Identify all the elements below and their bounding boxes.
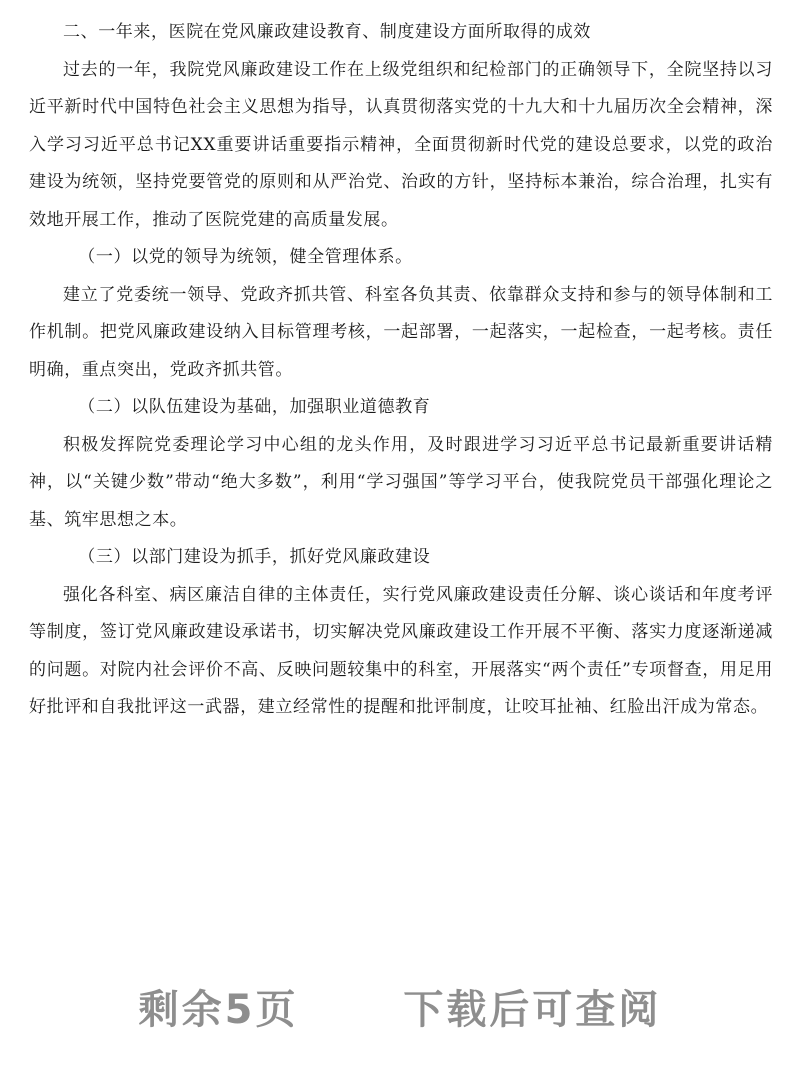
subsection-body-3: 强化各科室、病区廉洁自律的主体责任，实行党风廉政建设责任分解、谈心谈话和年度考评等制度，签订党风廉政建设承诺书，切实解决党风廉政建设工作开展不平衡、落实力度逐渐递减的问题。对院内社会评价不高、反映问题较集中的科室，开展落实“两个责任”专项督查，用足用好批评和自我批评这一武器，建立经常性的提醒和批评制度，让咬耳扯袖、红脸出汗成为常态。 <box>29 584 773 717</box>
subsection-heading-1: （一）以党的领导为统领，健全管理体系。 <box>78 247 413 267</box>
document-body <box>29 14 773 727</box>
remaining-pages-label: 剩余5页 <box>138 987 299 1033</box>
section-title: 二、一年来，医院在党风廉政建设教育、制度建设方面所取得的成效 <box>63 22 591 42</box>
subsection-heading-2: （二）以队伍建设为基础，加强职业道德教育 <box>78 397 431 417</box>
subsection-body-1: 建立了党委统一领导、党政齐抓共管、科室各负其责、依靠群众支持和参与的领导体制和工作机制。把党风廉政建设纳入目标管理考核，一起部署，一起落实，一起检查，一起考核。责任明确，重点突出，党政齐抓共管。 <box>29 284 773 380</box>
intro-paragraph: 过去的一年，我院党风廉政建设工作在上级党组织和纪检部门的正确领导下，全院坚持以习近平新时代中国特色社会主义思想为指导，认真贯彻落实党的十九大和十九届历次全会精神，深入学习习近平总书记XX重要讲话重要指示精神，全面贯彻新时代党的建设总要求，以党的政治建设为统领，坚持党要管党的原则和从严治党、治政的方针，坚持标本兼治，综合治理，扎实有效地开展工作，推动了医院党建的高质量发展。 <box>29 59 773 230</box>
subsection-heading-3: （三）以部门建设为抓手，抓好党风廉政建设 <box>78 547 431 567</box>
download-prompt-label: 下载后可查阅 <box>403 987 662 1033</box>
subsection-body-2: 积极发挥院党委理论学习中心组的龙头作用，及时跟进学习习近平总书记最新重要讲话精神，以“关键少数”带动“绝大多数”，利用“学习强国”等学习平台，使我院党员干部强化理论之基、筑牢思想之本。 <box>29 434 773 530</box>
download-banner[interactable] <box>0 978 800 1035</box>
